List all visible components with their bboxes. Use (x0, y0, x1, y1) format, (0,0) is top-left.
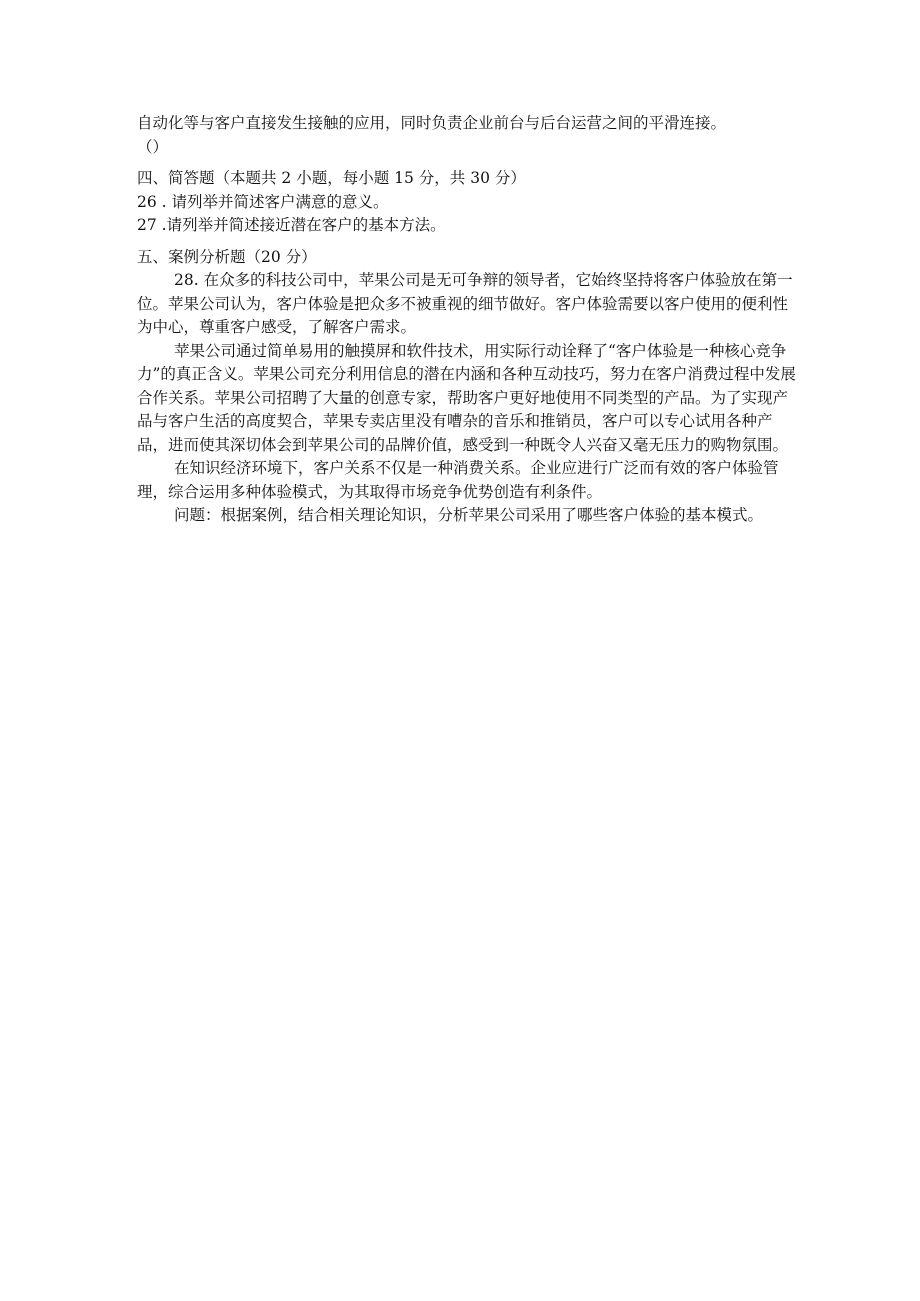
question-27: 27 .请列举并简述接近潜在客户的基本方法。 (137, 216, 446, 234)
case-question: 问题：根据案例，结合相关理论知识，分析苹果公司采用了哪些客户体验的基本模式。 (174, 506, 764, 524)
case-paragraph-3: 在知识经济环境下，客户关系不仅是一种消费关系。企业应进行广泛而有效的客户体验管理，综合运用多种体验模式，为其取得市场竞争优势创造有利条件。 (137, 459, 779, 501)
continuation-line-1: 自动化等与客户直接发生接触的应用，同时负责企业前台与后台运营之间的平滑连接。 (137, 114, 727, 132)
section-5-heading: 五、案例分析题（20 分） (137, 247, 317, 266)
document-page (137, 112, 797, 528)
case-paragraph-1: 28. 在众多的科技公司中，苹果公司是无可争辩的领导者，它始终坚持将客户体验放在第一位。苹果公司认为，客户体验是把众多不被重视的细节做好。客户体验需要以客户使用的便利性为中心，尊重客户感受，了解客户需求。 (137, 271, 793, 336)
question-26: 26 . 请列举并简述客户满意的意义。 (137, 192, 389, 211)
case-paragraph-2: 苹果公司通过简单易用的触摸屏和软件技术，用实际行动诠释了“客户体验是一种核心竞争力”的真正含义。苹果公司充分利用信息的潜在内涵和各种互动技巧，努力在客户消费过程中发展合作关系。苹果公司招聘了大量的创意专家，帮助客户更好地使用不同类型的产品。为了实现产品与客户生活的高度契合，苹果专卖店里没有嘈杂的音乐和推销员，客户可以专心试用各种产品，进而使其深切体会到苹果公司的品牌价值，感受到一种既令人兴奋又毫无压力的购物氛围。 (137, 341, 796, 454)
continuation-answer-bracket: （） (137, 137, 169, 156)
section-4-heading: 四、简答题（本题共 2 小题，每小题 15 分，共 30 分） (137, 169, 526, 187)
